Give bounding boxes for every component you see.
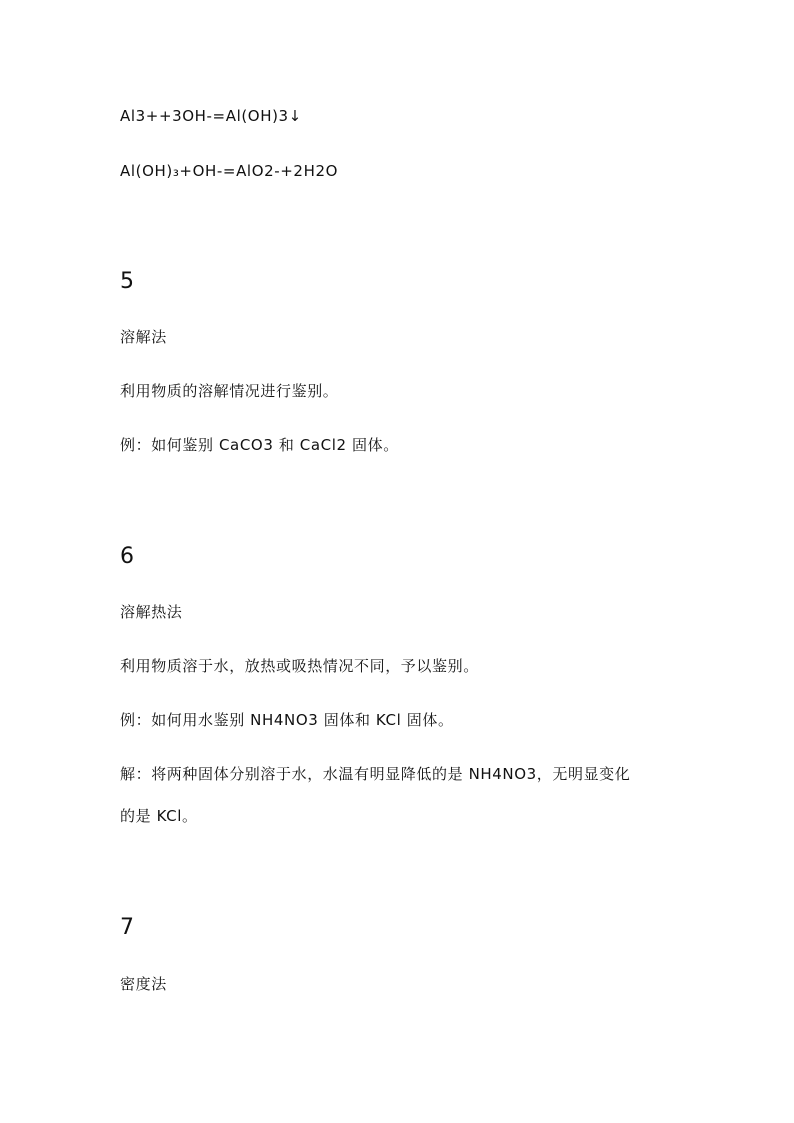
section-5-example: 例：如何鉴别 CaCO3 和 CaCl2 固体。 xyxy=(120,436,399,454)
equation-aluminum-hydroxide-precipitation: Al3++3OH-=Al(OH)3↓ xyxy=(120,107,302,125)
section-title-dissolution-method: 溶解法 xyxy=(120,328,167,346)
section-number-5: 5 xyxy=(120,269,134,294)
section-number-7: 7 xyxy=(120,915,134,940)
section-6-description: 利用物质溶于水，放热或吸热情况不同，予以鉴别。 xyxy=(120,657,479,675)
section-title-dissolution-heat-method: 溶解热法 xyxy=(120,603,183,621)
section-6-example: 例：如何用水鉴别 NH4NO3 固体和 KCl 固体。 xyxy=(120,711,454,729)
section-title-density-method: 密度法 xyxy=(120,975,167,993)
section-6-answer-line-1: 解：将两种固体分别溶于水，水温有明显降低的是 NH4NO3，无明显变化 xyxy=(120,765,631,783)
section-6-answer-line-2: 的是 KCl。 xyxy=(120,807,198,825)
section-number-6: 6 xyxy=(120,544,134,569)
equation-aluminum-hydroxide-dissolution: Al(OH)₃+OH-=AlO2-+2H2O xyxy=(120,162,338,180)
section-5-description: 利用物质的溶解情况进行鉴别。 xyxy=(120,382,339,400)
